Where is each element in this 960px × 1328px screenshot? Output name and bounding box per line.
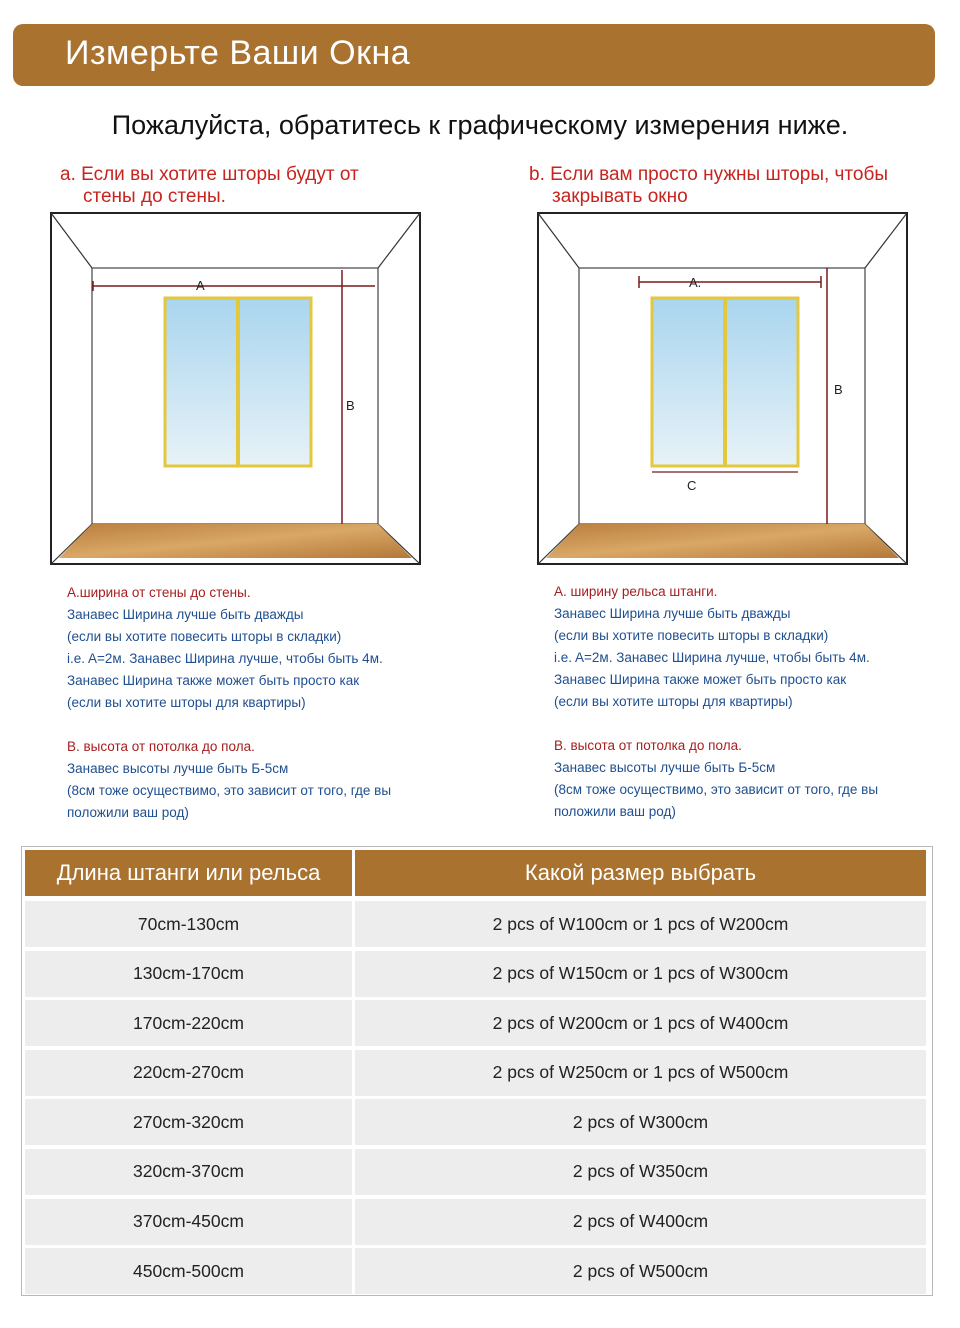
size-table (21, 846, 933, 1296)
cell-rod-length: 220cm-270cm (25, 1050, 352, 1096)
notes-a-line: i.e. A=2м. Занавес Ширина лучше, чтобы быть 4м. (67, 651, 383, 666)
cell-size-choice: 2 pcs of W100cm or 1 pcs of W200cm (355, 901, 926, 947)
wood-floor (546, 524, 899, 558)
caption-b-line2: закрывать окно (552, 186, 688, 207)
table-row (22, 1146, 932, 1196)
table-header (22, 847, 932, 898)
label-a: A (196, 278, 205, 293)
table-row (22, 1047, 932, 1097)
label-a: A. (689, 275, 702, 290)
notes-b-title: A. ширину рельса штанги. (554, 584, 718, 599)
label-c: C (687, 478, 697, 493)
notes-a-line: Занавес Ширина также может быть просто как (67, 673, 360, 688)
table-row (22, 1196, 932, 1246)
room-diagram-a (50, 212, 422, 566)
notes-a-line: (если вы хотите шторы для квартиры) (67, 695, 306, 710)
notes-a-title-b: B. высота от потолка до пола. (67, 739, 255, 754)
caption-a-line2: стены до стены. (83, 186, 226, 207)
table-row (22, 1096, 932, 1146)
cell-rod-length: 270cm-320cm (25, 1099, 352, 1145)
caption-b (529, 164, 888, 208)
notes-b-line: Занавес высоты лучше быть Б-5см (554, 760, 776, 775)
cell-size-choice: 2 pcs of W150cm or 1 pcs of W300cm (355, 951, 926, 997)
notes-b-line: (если вы хотите повесить шторы в складки) (554, 628, 829, 643)
notes-b-line: (если вы хотите шторы для квартиры) (554, 694, 793, 709)
caption-a (60, 164, 359, 208)
notes-b-title-b: B. высота от потолка до пола. (554, 738, 742, 753)
notes-a-line: (если вы хотите повесить шторы в складки) (67, 629, 342, 644)
notes-a-line: Занавес высоты лучше быть Б-5см (67, 761, 289, 776)
subtitle: Пожалуйста, обратитесь к графическому измерения ниже. (111, 110, 849, 140)
notes-a-title: A.ширина от стены до стены. (67, 585, 251, 600)
caption-a-line1: a. Если вы хотите шторы будут от (60, 164, 359, 185)
cell-size-choice: 2 pcs of W250cm or 1 pcs of W500cm (355, 1050, 926, 1096)
header-size-choice: Какой размер выбрать (355, 850, 926, 896)
header-banner (13, 24, 935, 86)
notes-a-line: положили ваш род) (67, 805, 189, 820)
notes-b-line: i.e. A=2м. Занавес Ширина лучше, чтобы быть 4м. (554, 650, 870, 665)
notes-b-line: положили ваш род) (554, 804, 676, 819)
cell-size-choice: 2 pcs of W300cm (355, 1099, 926, 1145)
page-title: Измерьте Ваши Окна (65, 34, 411, 72)
table-row (22, 948, 932, 998)
wood-floor (59, 524, 412, 558)
cell-rod-length: 170cm-220cm (25, 1000, 352, 1046)
cell-rod-length: 370cm-450cm (25, 1199, 352, 1245)
cell-size-choice: 2 pcs of W350cm (355, 1149, 926, 1195)
notes-b-line: (8см тоже осуществимо, это зависит от того, где вы (554, 782, 879, 797)
notes-a (67, 582, 391, 824)
notes-a-line: (8см тоже осуществимо, это зависит от того, где вы (67, 783, 392, 798)
table-row (22, 997, 932, 1047)
cell-size-choice: 2 pcs of W400cm (355, 1199, 926, 1245)
cell-rod-length: 450cm-500cm (25, 1248, 352, 1294)
cell-size-choice: 2 pcs of W500cm (355, 1248, 926, 1294)
cell-rod-length: 320cm-370cm (25, 1149, 352, 1195)
notes-a-line: Занавес Ширина лучше быть дважды (67, 607, 304, 622)
caption-b-line1: b. Если вам просто нужны шторы, чтобы (529, 164, 889, 185)
cell-rod-length: 130cm-170cm (25, 951, 352, 997)
header-rod-length: Длина штанги или рельса (25, 850, 352, 896)
notes-b-line: Занавес Ширина также может быть просто как (554, 672, 847, 687)
label-b: B (834, 382, 843, 397)
cell-size-choice: 2 pcs of W200cm or 1 pcs of W400cm (355, 1000, 926, 1046)
notes-b-line: Занавес Ширина лучше быть дважды (554, 606, 791, 621)
room-diagram-b (537, 212, 909, 566)
table-row (22, 898, 932, 948)
notes-b (554, 581, 878, 823)
table-row (22, 1245, 932, 1295)
label-b: B (346, 398, 355, 413)
cell-rod-length: 70cm-130cm (25, 901, 352, 947)
